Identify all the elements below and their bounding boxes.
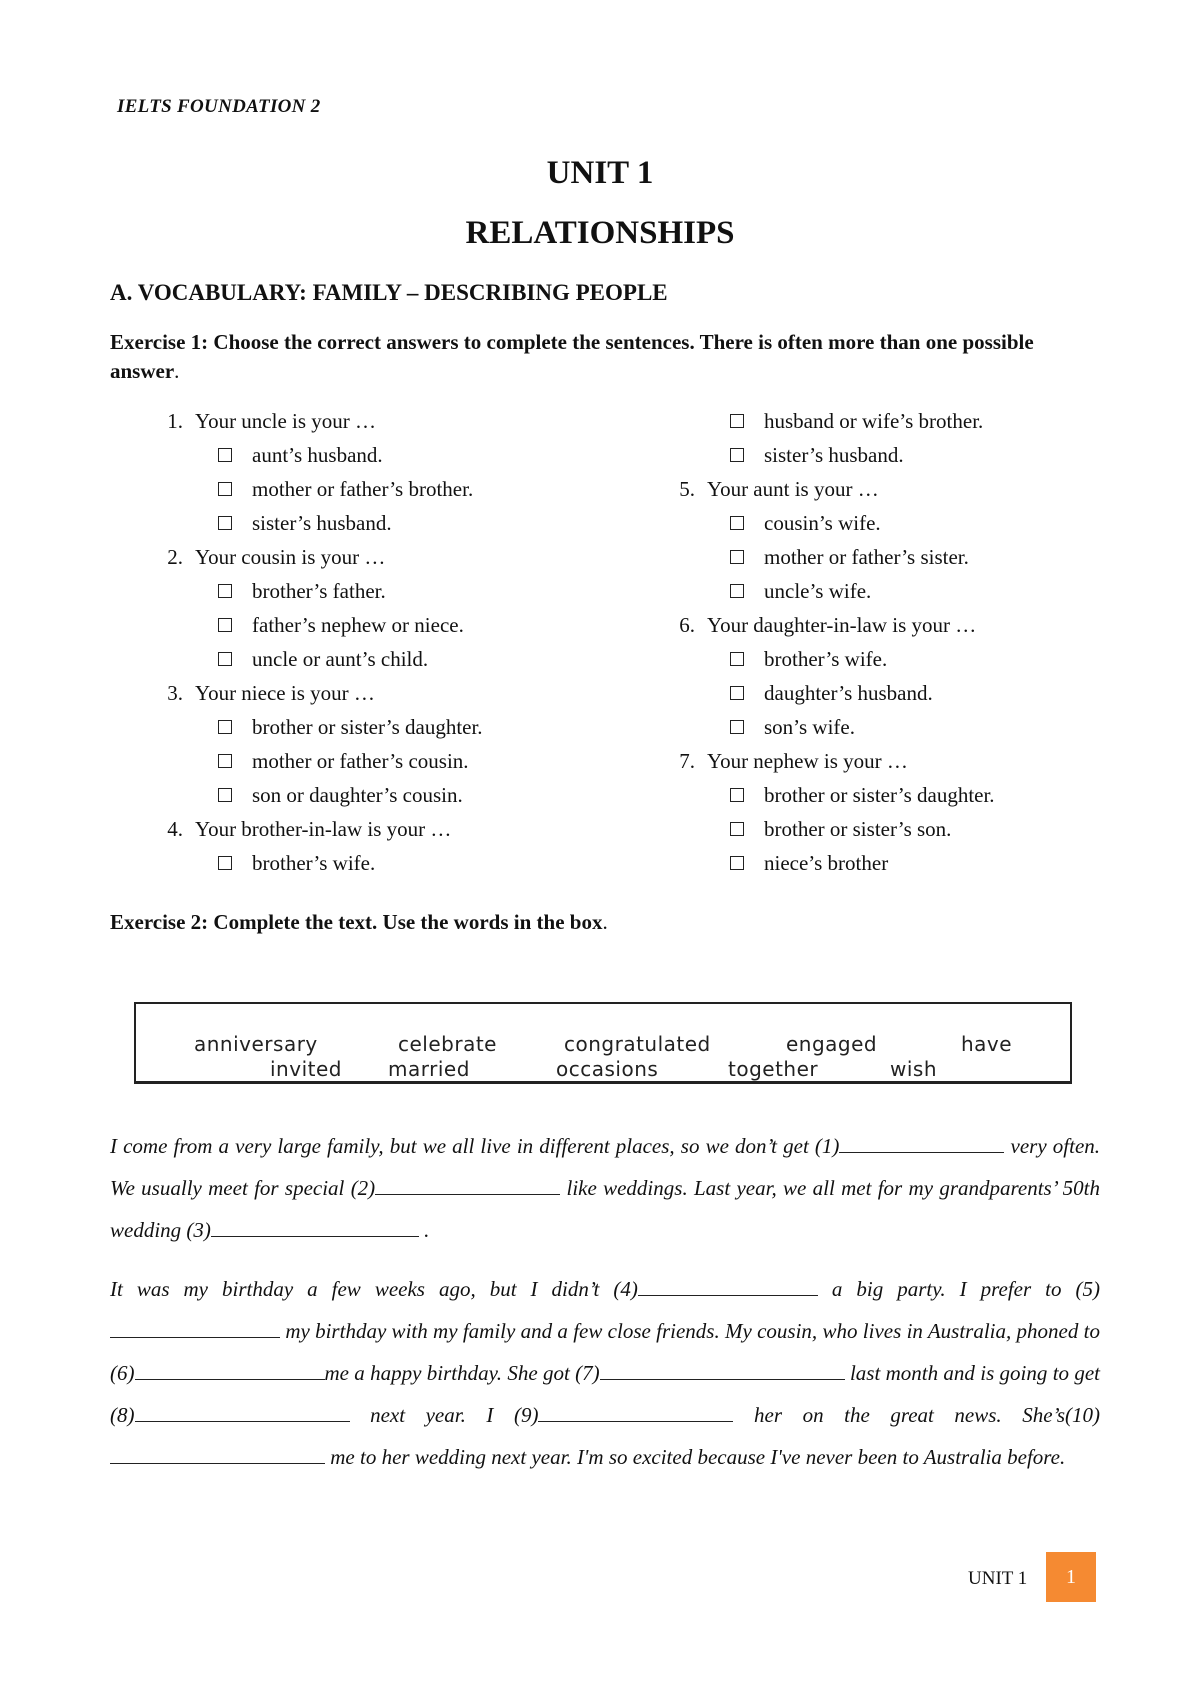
checkbox-icon[interactable] — [218, 516, 232, 530]
option[interactable] — [143, 744, 643, 778]
blank-3-field[interactable] — [211, 1214, 419, 1237]
question-number: 2. — [167, 545, 183, 569]
exercise2-instruction — [110, 908, 1100, 937]
word-occasions: occasions — [556, 1057, 659, 1081]
option-label: brother or sister’s daughter. — [764, 783, 995, 807]
question-number: 6. — [679, 613, 695, 637]
option[interactable] — [143, 472, 643, 506]
option[interactable] — [655, 574, 1095, 608]
blank-number: (6) — [110, 1361, 135, 1385]
question-6 — [655, 608, 1095, 642]
option-label: uncle’s wife. — [764, 579, 872, 603]
topic-title: RELATIONSHIPS — [465, 215, 735, 251]
blank-7-field[interactable] — [600, 1357, 845, 1380]
option[interactable] — [655, 676, 1095, 710]
option-label: brother or sister’s son. — [764, 817, 952, 841]
blank-number: (1) — [814, 1134, 840, 1158]
option[interactable] — [655, 506, 1095, 540]
question-1 — [143, 404, 643, 438]
option[interactable] — [143, 506, 643, 540]
exercise2-period: . — [602, 910, 608, 934]
footer-unit-label: UNIT 1 — [968, 1568, 1028, 1589]
blank-number: (5) — [1075, 1277, 1100, 1301]
option-label: sister’s husband. — [252, 511, 392, 535]
exercise1-column-right — [655, 404, 1095, 880]
checkbox-icon[interactable] — [218, 584, 232, 598]
checkbox-icon[interactable] — [730, 652, 744, 666]
exercise2-instruction-text: : Complete the text. Use the words in the box — [201, 910, 603, 934]
question-stem: Your niece is your … — [195, 681, 375, 705]
passage-text: my birthday with my family and a few close friends. My cousin, who lives in Australia, phoned to — [285, 1319, 1101, 1343]
question-stem: Your brother-in-law is your … — [195, 817, 452, 841]
option-label: cousin’s wife. — [764, 511, 881, 535]
exercise2-label: Exercise 2 — [110, 910, 202, 934]
option[interactable] — [655, 812, 1095, 846]
option-label: sister’s husband. — [764, 443, 904, 467]
blank-2-field[interactable] — [375, 1172, 560, 1195]
section-a-heading: A. VOCABULARY: FAMILY – DESCRIBING PEOPLE — [110, 280, 668, 305]
blank-9-field[interactable] — [538, 1399, 733, 1422]
option-label: daughter’s husband. — [764, 681, 933, 705]
question-number: 7. — [679, 749, 695, 773]
checkbox-icon[interactable] — [730, 686, 744, 700]
course-header: IELTS FOUNDATION 2 — [117, 96, 321, 117]
option[interactable] — [143, 846, 643, 880]
question-stem: Your cousin is your … — [195, 545, 386, 569]
word-congratulated: congratulated — [564, 1032, 711, 1056]
option-label: brother’s wife. — [252, 851, 376, 875]
option[interactable] — [655, 540, 1095, 574]
option-label: niece’s brother — [764, 851, 889, 875]
blank-number: (8) — [110, 1403, 135, 1427]
blank-6-field[interactable] — [135, 1357, 325, 1380]
checkbox-icon[interactable] — [730, 720, 744, 734]
blank-8-field[interactable] — [135, 1399, 350, 1422]
word-invited: invited — [270, 1057, 342, 1081]
blank-number: (7) — [575, 1361, 600, 1385]
option[interactable] — [655, 642, 1095, 676]
word-celebrate: celebrate — [398, 1032, 497, 1056]
checkbox-icon[interactable] — [730, 856, 744, 870]
checkbox-icon[interactable] — [730, 414, 744, 428]
checkbox-icon[interactable] — [730, 448, 744, 462]
blank-number: (4) — [613, 1277, 638, 1301]
checkbox-icon[interactable] — [218, 856, 232, 870]
exercise1-label: Exercise 1 — [110, 330, 202, 354]
word-box — [134, 1002, 1072, 1084]
exercise1-instruction — [110, 328, 1100, 386]
option-label: son’s wife. — [764, 715, 855, 739]
blank-10-field[interactable] — [110, 1441, 325, 1464]
option[interactable] — [143, 574, 643, 608]
passage-text: It was my birthday a few weeks ago, but I didn’t — [110, 1277, 600, 1301]
option-label: brother’s wife. — [764, 647, 888, 671]
exercise1-column-left — [143, 404, 643, 880]
blank-4-field[interactable] — [638, 1273, 818, 1296]
checkbox-icon[interactable] — [218, 754, 232, 768]
checkbox-icon[interactable] — [730, 550, 744, 564]
page-number-badge: 1 — [1046, 1552, 1096, 1602]
question-number: 5. — [679, 477, 695, 501]
option[interactable] — [655, 404, 1095, 438]
option-label: brother’s father. — [252, 579, 386, 603]
word-together: together — [728, 1057, 819, 1081]
word-anniversary: anniversary — [194, 1032, 318, 1056]
checkbox-icon[interactable] — [730, 788, 744, 802]
question-7 — [655, 744, 1095, 778]
blank-number: (9) — [513, 1403, 539, 1427]
word-engaged: engaged — [786, 1032, 878, 1056]
question-stem: Your aunt is your … — [707, 477, 879, 501]
question-number: 4. — [167, 817, 183, 841]
option-label: uncle or aunt’s child. — [252, 647, 429, 671]
option[interactable] — [143, 710, 643, 744]
option[interactable] — [143, 778, 643, 812]
option[interactable] — [655, 438, 1095, 472]
question-5 — [655, 472, 1095, 506]
option-label: mother or father’s brother. — [252, 477, 474, 501]
passage-text: next year. I — [370, 1403, 494, 1427]
option[interactable] — [143, 608, 643, 642]
option[interactable] — [655, 710, 1095, 744]
passage-paragraph-1 — [110, 1125, 1100, 1251]
blank-number: (3) — [186, 1218, 211, 1242]
option[interactable] — [143, 438, 643, 472]
option-label: mother or father’s sister. — [764, 545, 969, 569]
word-wish: wish — [890, 1057, 938, 1081]
passage-paragraph-2 — [110, 1268, 1100, 1478]
checkbox-icon[interactable] — [730, 516, 744, 530]
question-2 — [143, 540, 643, 574]
question-stem: Your nephew is your … — [707, 749, 908, 773]
option[interactable] — [143, 642, 643, 676]
checkbox-icon[interactable] — [218, 652, 232, 666]
word-have: have — [961, 1032, 1013, 1056]
exercise1-period: . — [174, 359, 180, 383]
option-label: husband or wife’s brother. — [764, 409, 984, 433]
blank-5-field[interactable] — [110, 1315, 280, 1338]
question-number: 1. — [167, 409, 183, 433]
question-4 — [143, 812, 643, 846]
option[interactable] — [655, 846, 1095, 880]
checkbox-icon[interactable] — [218, 448, 232, 462]
passage-text: a big party. I prefer to — [831, 1277, 1062, 1301]
option-label: aunt’s husband. — [252, 443, 383, 467]
option-label: father’s nephew or niece. — [252, 613, 464, 637]
passage-text: very often. We usually meet for special — [110, 1134, 1101, 1200]
blank-1-field[interactable] — [839, 1130, 1004, 1153]
word-married: married — [388, 1057, 470, 1081]
passage-text: last month and is going to get — [849, 1361, 1101, 1385]
checkbox-icon[interactable] — [730, 584, 744, 598]
checkbox-icon[interactable] — [218, 482, 232, 496]
exercise1-instruction-text: : Choose the correct answers to complete the sentences. There is often more than one possible answer — [110, 330, 1034, 383]
checkbox-icon[interactable] — [218, 618, 232, 632]
passage-text: me a happy birthday. She got — [324, 1361, 570, 1385]
checkbox-icon[interactable] — [218, 788, 232, 802]
question-3 — [143, 676, 643, 710]
option[interactable] — [655, 778, 1095, 812]
unit-title: UNIT 1 — [546, 155, 654, 191]
checkbox-icon[interactable] — [730, 822, 744, 836]
passage-text: me to her wedding next year. I'm so excited because I've never been to Australia before. — [330, 1445, 1066, 1469]
option-label: mother or father’s cousin. — [252, 749, 469, 773]
passage-text: like weddings. Last year, we all met for my grandparents’ 50th wedding — [110, 1176, 1101, 1242]
passage-text: I come from a very large family, but we all live in different places, so we don’t get — [110, 1134, 809, 1158]
option-label: brother or sister’s daughter. — [252, 715, 483, 739]
blank-number: (2) — [350, 1176, 376, 1200]
passage-text: . — [424, 1218, 430, 1242]
passage-text: her on the great news. She’s(10) — [754, 1403, 1101, 1427]
option-label: son or daughter’s cousin. — [252, 783, 463, 807]
question-stem: Your uncle is your … — [195, 409, 377, 433]
checkbox-icon[interactable] — [218, 720, 232, 734]
question-number: 3. — [167, 681, 183, 705]
question-stem: Your daughter-in-law is your … — [707, 613, 977, 637]
